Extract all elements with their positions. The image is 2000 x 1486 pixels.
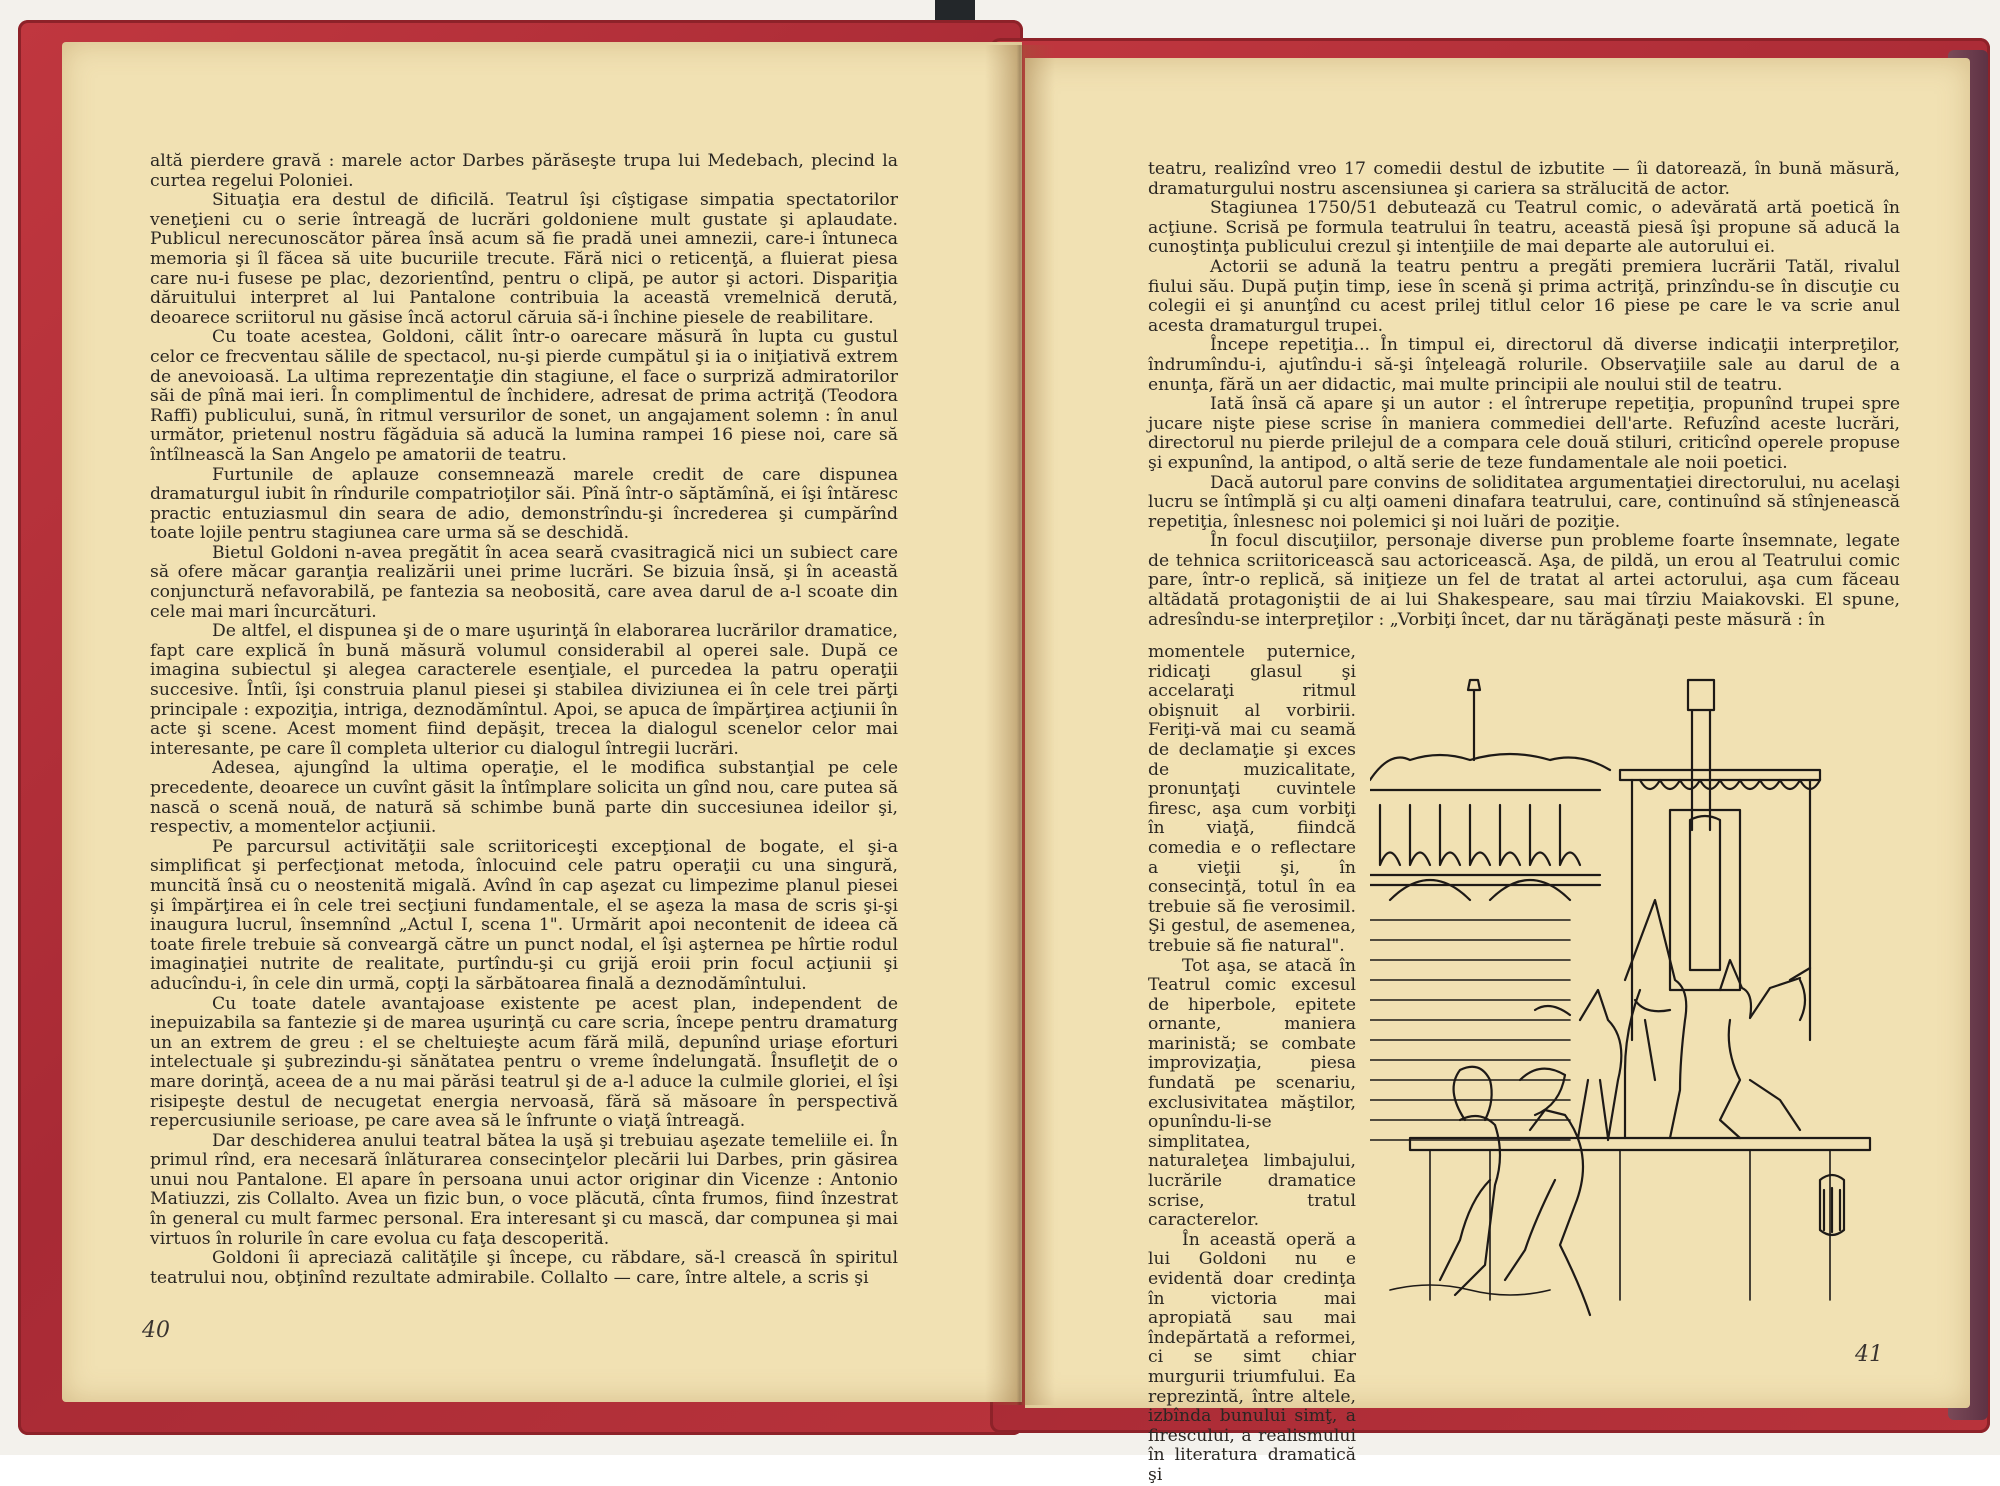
stage-planks xyxy=(1370,920,1570,1140)
paragraph: În această operă a lui Goldoni nu e evidentă doar credinţa în victoria mai apropiată sau mai îndepărtată a reformei, ci se simt chiar murgurii triumfului. Ea reprezintă, între altele, izbînda bunului simţ, a firescului, a realismului în literatura dramatică şi xyxy=(1148,1229,1356,1485)
paragraph: altă pierdere gravă : marele actor Darbes părăseşte trupa lui Medebach, plecind la curtea regelui Poloniei. xyxy=(150,151,898,191)
paragraph: Bietul Goldoni n-avea pregătit în acea seară cvasitragică nici un subiect care să ofere măcar garanţia realizării unei prime lucrări. Se bizuia însă, şi în această conjunctură nefavorabilă, pe fantezia sa neobosită, care avea darul de a-l scoate din cele mai mari încurcături. xyxy=(150,542,898,622)
cornice-shape xyxy=(1620,770,1820,780)
paragraph: Furtunile de aplauze consemnează marele credit de care dispunea dramaturgul iubit în rîndurile compatrioţilor săi. Pînă într-o săptămînă, ei îşi întăresc practic entuziasmul din seara de adio, demonstrîndu-şi încrederea şi cumpărînd toate lojile pentru stagiunea care urma să se deschidă. xyxy=(150,464,898,544)
paragraph: teatru, realizînd vreo 17 comedii destul de izbutite — îi datorează, în bună măsură, dramaturgului nostru ascensiunea şi cariera sa strălucită de actor. xyxy=(1148,159,1900,199)
stage-illustration xyxy=(1370,660,1880,1320)
page-number-right: 41 xyxy=(1855,1342,1883,1367)
narrow-text-column xyxy=(1148,643,1356,1486)
paragraph: momentele puternice, ridicaţi glasul şi accelaraţi ritmul obişnuit al vorbirii. Feriţi-vă mai cu seamă de declamaţie şi exces de muzicalitate, pronunţaţi cuvintele firesc, aşa cum vorbiţi în viaţă, fiindcă comedia e o reflectare a vieţii şi, în consecinţă, totul în ea trebuie să fie verosimil. Şi gestul, de asemenea, trebuie să fie natural". xyxy=(1148,642,1356,956)
paragraph: Pe parcursul activităţii sale scriitoriceşti excepţional de bogate, el şi-a simplificat şi perfecţionat metoda, înlocuind cele patru operaţii cu una singură, muncită însă cu o neostenită migală. Avînd în cap aşezat cu limpezime planul piesei şi împărţirea ei în cele trei secţiuni fundamentale, el se aşeza la masa de scris şi-şi inaugura lucrul, însemnînd „Actul I, scena 1". Urmărit apoi necontenit de ideea că toate firele trebuie să conveargă către un punct nodal, el îşi aşternea pe hîrtie rodul imaginaţiei nutrite de realitate, purtîndu-şi cu grijă eroii prin focul acţiunii şi aducîndu-i, în cele din urmă, copţi la sărbătoarea finală a deznodămîntului. xyxy=(150,836,898,994)
paragraph: Cu toate datele avantajoase existente pe acest plan, independent de inepuizabila sa fantezie şi de marea uşurinţă cu care scria, începe pentru dramaturg un an extrem de greu : el se cheltuieşte acum fără milă, depunînd uriaşe eforturi intelectuale şi şubrezindu-şi sănătatea pentru o vreme îndelungată. Însufleţit de o mare dorinţă, aceea de a nu mai părăsi teatrul şi de a-l aduce la culmile gloriei, el îşi risipeşte destul de necugetat energia nervoasă, fără să măsoare în perspectivă repercusiunile serioase, pe care avea să le înfrunte o viaţă întreagă. xyxy=(150,993,898,1132)
paragraph: Începe repetiţia... În timpul ei, directorul dă diverse indicaţii interpreţilor, îndrumîndu-i, ajutîndu-i să-şi înţeleagă rolurile. Observaţiile sale au darul de a enunţa, fără un aer didactic, mai multe principii ale noului stil de teatru. xyxy=(1148,335,1900,395)
paragraph: Dar deschiderea anului teatral bătea la uşă şi trebuiau aşezate temeliile ei. În primul rînd, era necesară înlăturarea consecinţelor plecării lui Darbes, prin găsirea unui nou Pantalone. El apare în persoana unui actor originar din Vicenze : Antonio Matiuzzi, zis Collalto. Avea un fizic bun, o voce plăcută, cînta frumos, fiind înzestrat în general cu mult farmec personal. Era interesant şi cu mască, dar compunea şi mai virtuos în rolurile în care evolua cu faţa descoperită. xyxy=(150,1130,898,1249)
figure-hooded xyxy=(1625,900,1686,1138)
chimney-shape xyxy=(1688,680,1714,830)
paragraph: De altfel, el dispunea şi de o mare uşurinţă în elaborarea lucrărilor dramatice, fapt care explică în bună măsură volumul considerabil al operei sale. După ce imagina subiectul şi alegea caracterele esenţiale, el purcedea la patru operaţii succesive. Întîi, îşi construia planul piesei şi stabilea diviziunea ei în cele trei părţi principale : expoziţia, intriga, deznodămîntul. Apoi, se apuca de împărţirea acţiunii în acte şi scene. Acest moment fiind depăşit, trecea la dialogul scenelor celor mai interesante, pe care îl completa ulterior cu dialogul întregii lucrări. xyxy=(150,621,898,759)
left-page-text xyxy=(150,152,898,1288)
paragraph: Stagiunea 1750/51 debutează cu Teatrul comic, o adevărată artă poetică în acţiune. Scrisă pe formula teatrului în teatru, această piesă îşi propune să aducă la cunoştinţa publicului crezul şi intenţiile de mai departe ale autorului ei. xyxy=(1148,198,1900,258)
paragraph: Goldoni îi apreciază calităţile şi începe, cu răbdare, să-l crească în spiritul teatrului nou, obţinînd rezultate admirabile. Collalto — care, între altele, a scris şi xyxy=(150,1248,898,1288)
figure-lady xyxy=(1440,1116,1500,1295)
paragraph: Situaţia era destul de dificilă. Teatrul îşi cîştigase simpatia spectatorilor veneţieni cu o serie întreagă de lucrări goldoniene mult gustate şi aplaudate. Publicul nerecunoscător părea însă acum să fie pradă unei amnezii, care-i întuneca memoria şi îl făcea să uite bucuriile trecute. Fără nici o reticenţă, a fluierat piesa care nu-i fusese pe plac, dezorientînd, pentru o clipă, pe autor şi actori. Dispariţia dăruitului interpret al lui Pantalone contribuia la această vremelnică derută, deoarece scriitorul nu găsise încă actorul căruia să-i închine piesele de reabilitare. xyxy=(150,190,898,328)
paragraph: Dacă autorul pare convins de soliditatea argumentaţiei directorului, nu acelaşi lucru se întîmplă şi cu alţi oameni dinafara teatrului, care, continuînd să stînjenească repetiţia, înlesnesc noi polemici şi noi luări de poziţie. xyxy=(1148,472,1900,532)
figure-pulcinella xyxy=(1578,990,1621,1140)
page-number-left: 40 xyxy=(142,1318,170,1343)
paragraph: Cu toate acestea, Goldoni, călit într-o oarecare măsură în lupta cu gustul celor ce frecventau sălile de spectacol, nu-şi pierde cumpătul şi ia o iniţiativă extrem de anevoioasă. La ultima reprezentaţie din stagiune, el face o surpriză admiratorilor săi de pînă mai ieri. În complimentul de închidere, adresat de prima actriţă (Teodora Raffi) publicului, sună, în ritmul versurilor de sonet, un angajament solemn : în anul următor, prietenul nostru făgăduia să aducă la lumina rampei 16 piese noi, care să întîlnească la San Angelo pe amatorii de teatru. xyxy=(150,327,898,465)
paragraph: Tot aşa, se atacă în Teatrul comic excesul de hiperbole, epitete ornante, maniera marinistă; se combate improvizaţia, piesa fundată pe scenariu, exclusivitatea măştilor, opunîndu-li-se simplitatea, naturaleţea limbajului, lucrările dramatice scrise, tratul caracterelor. xyxy=(1148,955,1356,1231)
arcade-roof xyxy=(1370,754,1610,780)
paragraph: În focul discuţiilor, personaje diverse pun probleme foarte însemnate, legate de tehnica scriitoricească sau actoricească. Aşa, de pildă, un erou al Teatrului comic pare, într-o replică, să iniţieze un fel de tratat al artei actorului, aşa cum făceau altădată protagoniştii de ai lui Shakespeare, sau mai tîrziu Maiakovski. El spune, adresîndu-se interpreţilor : „Vorbiţi încet, dar nu tărăgănaţi peste măsură : în xyxy=(1148,531,1900,630)
paragraph: Adesea, ajungînd la ultima operaţie, el le modifica substanţial pe cele precedente, deoarece un cuvînt găsit la întîmplare solicita un gînd nou, care putea să nască o scenă nouă, de natură să schimbe bună parte din succesiunea ideilor şi, respectiv, a momentelor acţiunii. xyxy=(150,758,898,838)
book-gutter xyxy=(985,45,1055,1405)
figure-harlequin xyxy=(1720,960,1800,1138)
paragraph: Actorii se adună la teatru pentru a pregăti premiera lucrării Tatăl, rivalul fiului său. După puţin timp, iese în scenă şi prima actriţă, prinzîndu-se în discuţie cu colegii ei şi anunţînd cu acest prilej titlul celor 16 piese pe care le va scrie anul acesta dramaturgul trupei. xyxy=(1148,256,1900,336)
scanner-edge xyxy=(935,0,975,22)
right-page-text xyxy=(1148,160,1900,630)
paragraph: Iată însă că apare şi un autor : el întrerupe repetiţia, propunînd trupei spre jucare nişte piese scrise în maniera commediei dell'arte. Refuzînd aceste lucrări, directorul nu pierde prilejul de a compara cele două stiluri, criticînd operele propuse şi expunînd, la antipod, o altă serie de teze fundamentale ale noii poetici. xyxy=(1148,394,1900,473)
